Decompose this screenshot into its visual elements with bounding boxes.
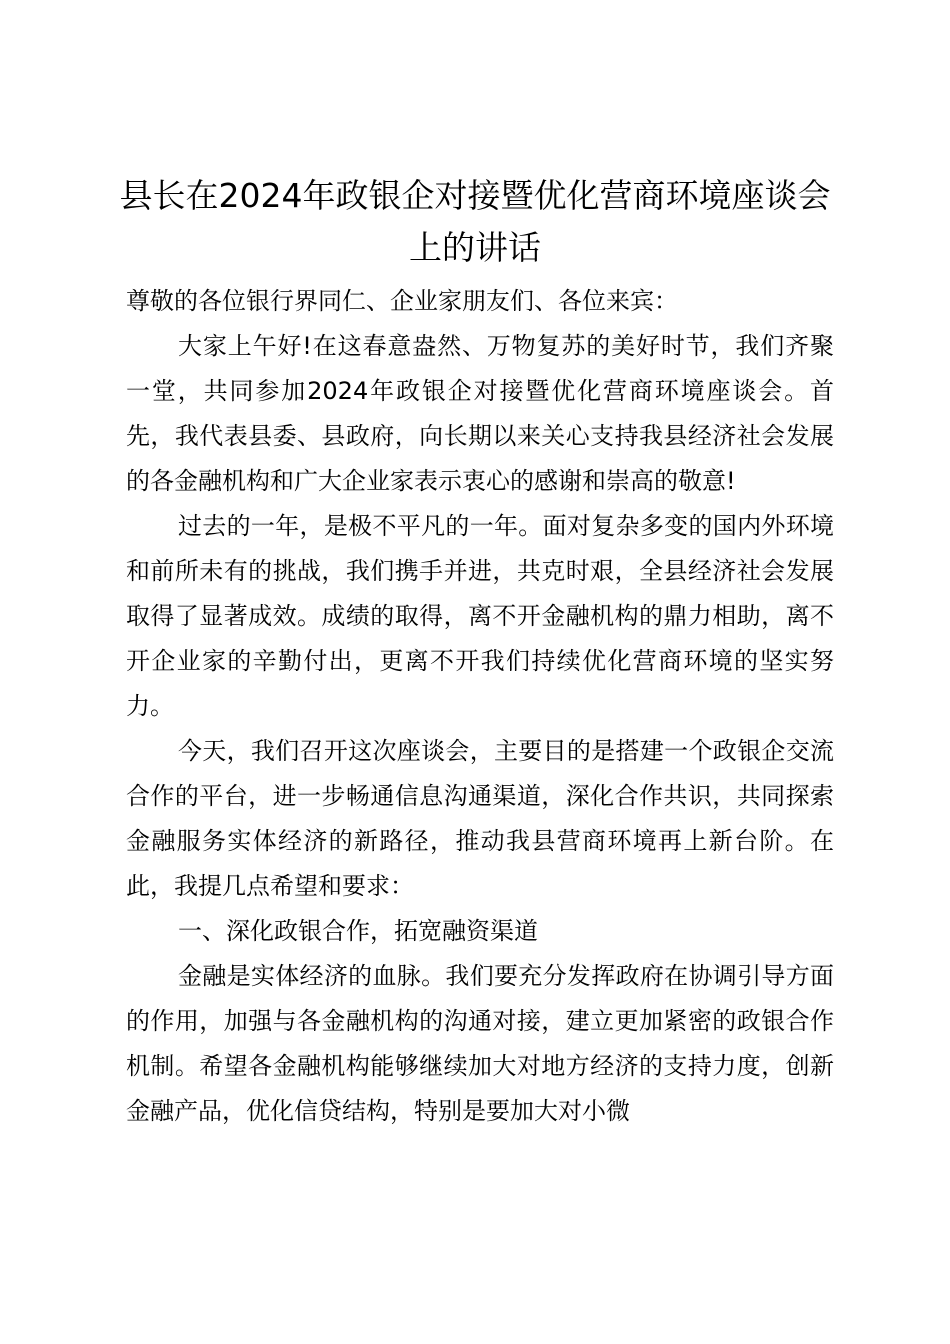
document-body bbox=[126, 279, 834, 1134]
paragraph-greeting: 大家上午好!在这春意盎然、万物复苏的美好时节，我们齐聚一堂，共同参加2024年政银企对接暨优化营商环境座谈会。首先，我代表县委、县政府，向长期以来关心支持我县经济社会发展的各金融机构和广大企业家表示衷心的感谢和崇高的敬意! bbox=[126, 332, 834, 495]
paragraph-past-year: 过去的一年，是极不平凡的一年。面对复杂多变的国内外环境和前所未有的挑战，我们携手并进，共克时艰，全县经济社会发展取得了显著成效。成绩的取得，离不开金融机构的鼎力相助，离不开企业家的辛勤付出，更离不开我们持续优化营商环境的坚实努力。 bbox=[126, 512, 834, 720]
paragraph-purpose: 今天，我们召开这次座谈会，主要目的是搭建一个政银企交流合作的平台，进一步畅通信息沟通渠道，深化合作共识，共同探索金融服务实体经济的新路径，推动我县营商环境再上新台阶。在此，我提几点希望和要求： bbox=[126, 737, 834, 900]
document-title: 县长在2024年政银企对接暨优化营商环境座谈会上的讲话 bbox=[119, 176, 831, 267]
section-heading-1: 一、深化政银合作，拓宽融资渠道 bbox=[178, 917, 538, 945]
paragraph-finance: 金融是实体经济的血脉。我们要充分发挥政府在协调引导方面的作用，加强与各金融机构的沟通对接，建立更加紧密的政银合作机制。希望各金融机构能够继续加大对地方经济的支持力度，创新金融产品，优化信贷结构，特别是要加大对小微 bbox=[126, 962, 834, 1125]
salutation: 尊敬的各位银行界同仁、企业家朋友们、各位来宾： bbox=[126, 287, 678, 315]
